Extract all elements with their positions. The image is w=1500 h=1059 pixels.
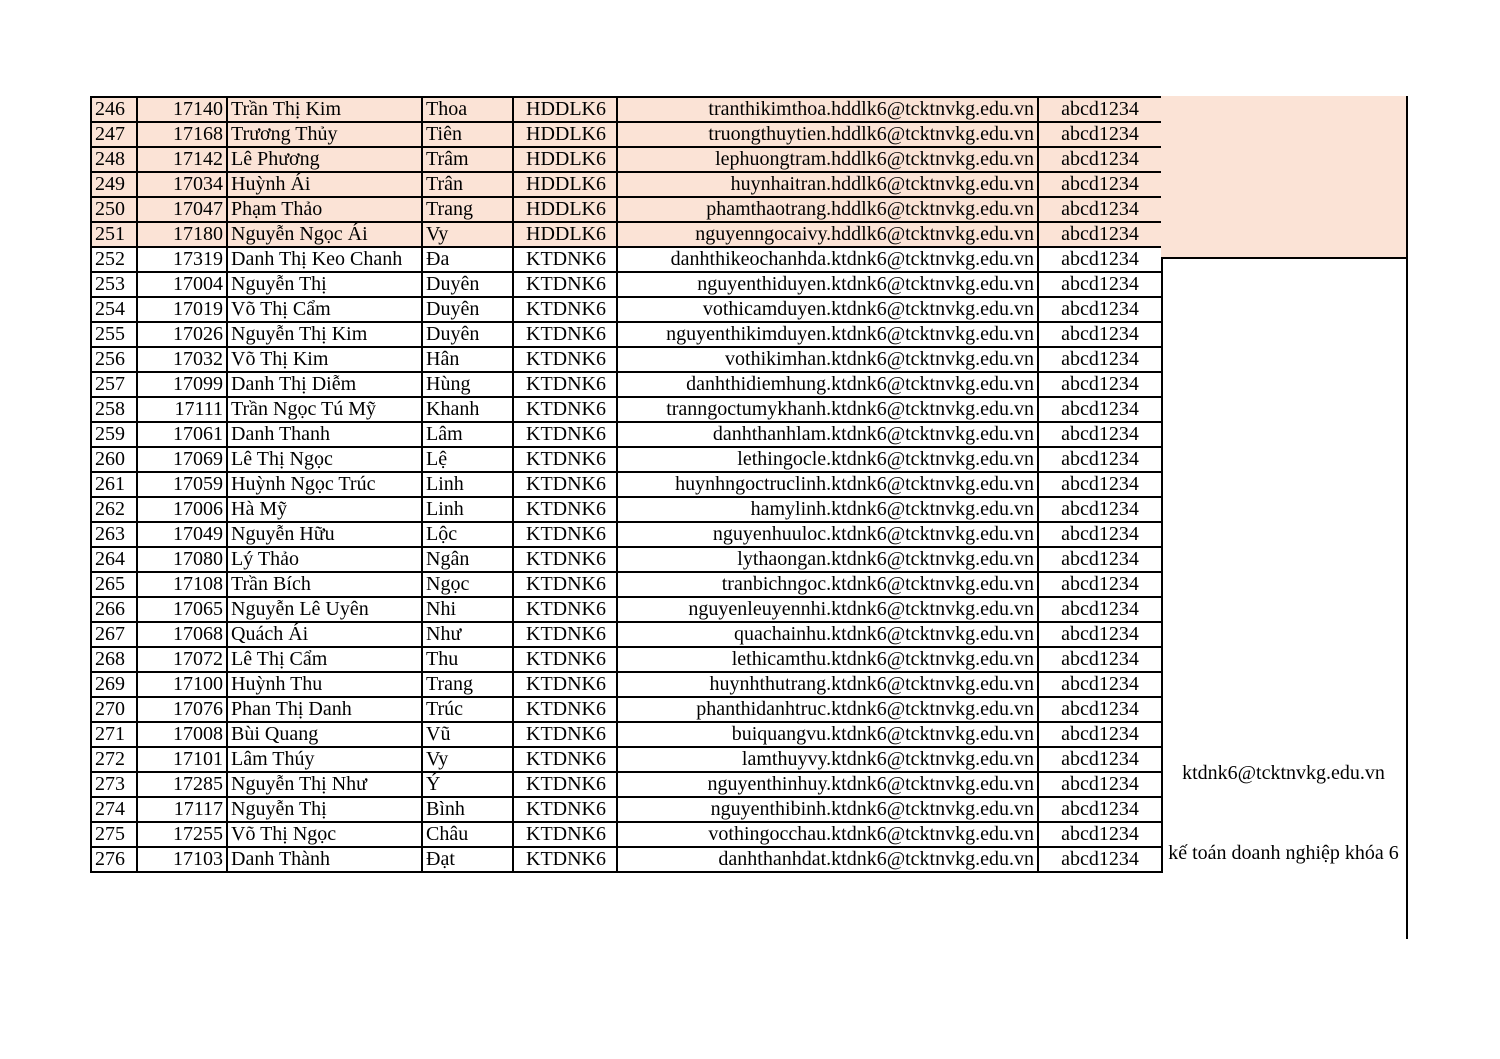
last-name: Lê Phương [227, 147, 422, 172]
student-code: 17103 [137, 847, 227, 872]
password: abcd1234 [1038, 822, 1162, 847]
last-name: Trần Bích [227, 572, 422, 597]
table-row [91, 572, 1162, 597]
last-name: Võ Thị Cẩm [227, 297, 422, 322]
first-name: Châu [422, 822, 513, 847]
row-number: 276 [91, 847, 137, 872]
student-table [90, 96, 1163, 873]
row-number: 272 [91, 747, 137, 772]
password: abcd1234 [1038, 797, 1162, 822]
first-name: Ngọc [422, 572, 513, 597]
table-row [91, 222, 1162, 247]
class-code: KTDNK6 [513, 722, 617, 747]
last-name: Quách Ái [227, 622, 422, 647]
student-code: 17168 [137, 122, 227, 147]
last-name: Lê Thị Ngọc [227, 447, 422, 472]
first-name: Trúc [422, 697, 513, 722]
class-code: HDDLK6 [513, 172, 617, 197]
last-name: Lâm Thúy [227, 747, 422, 772]
last-name: Trương Thủy [227, 122, 422, 147]
student-code: 17006 [137, 497, 227, 522]
student-email: quachainhu.ktdnk6@tcktnvkg.edu.vn [617, 622, 1038, 647]
last-name: Bùi Quang [227, 722, 422, 747]
student-email: vothicamduyen.ktdnk6@tcktnvkg.edu.vn [617, 297, 1038, 322]
password: abcd1234 [1038, 572, 1162, 597]
last-name: Phạm Thảo [227, 197, 422, 222]
first-name: Linh [422, 472, 513, 497]
first-name: Lâm [422, 422, 513, 447]
last-name: Nguyễn Ngọc Ái [227, 222, 422, 247]
last-name: Trần Ngọc Tú Mỹ [227, 397, 422, 422]
row-number: 249 [91, 172, 137, 197]
class-code: KTDNK6 [513, 797, 617, 822]
student-email: nguyenleuyennhi.ktdnk6@tcktnvkg.edu.vn [617, 597, 1038, 622]
password: abcd1234 [1038, 747, 1162, 772]
class-code: HDDLK6 [513, 147, 617, 172]
row-number: 268 [91, 647, 137, 672]
student-code: 17004 [137, 272, 227, 297]
class-code: KTDNK6 [513, 397, 617, 422]
ktdnk6-group-cell [1161, 259, 1408, 939]
table-row [91, 597, 1162, 622]
password: abcd1234 [1038, 222, 1162, 247]
last-name: Trần Thị Kim [227, 97, 422, 122]
table-row [91, 122, 1162, 147]
last-name: Nguyễn Thị [227, 272, 422, 297]
class-code: KTDNK6 [513, 772, 617, 797]
student-email: nguyenhuuloc.ktdnk6@tcktnvkg.edu.vn [617, 522, 1038, 547]
student-code: 17076 [137, 697, 227, 722]
last-name: Nguyễn Thị Như [227, 772, 422, 797]
row-number: 274 [91, 797, 137, 822]
table-row [91, 822, 1162, 847]
row-number: 257 [91, 372, 137, 397]
class-code: KTDNK6 [513, 647, 617, 672]
student-code: 17100 [137, 672, 227, 697]
student-email: phanthidanhtruc.ktdnk6@tcktnvkg.edu.vn [617, 697, 1038, 722]
student-code: 17140 [137, 97, 227, 122]
student-code: 17117 [137, 797, 227, 822]
row-number: 255 [91, 322, 137, 347]
first-name: Duyên [422, 297, 513, 322]
password: abcd1234 [1038, 122, 1162, 147]
row-number: 254 [91, 297, 137, 322]
student-email: huynhaitran.hddlk6@tcktnvkg.edu.vn [617, 172, 1038, 197]
last-name: Lê Thị Cẩm [227, 647, 422, 672]
last-name: Huỳnh Ái [227, 172, 422, 197]
row-number: 260 [91, 447, 137, 472]
last-name: Phan Thị Danh [227, 697, 422, 722]
first-name: Thoa [422, 97, 513, 122]
class-code: KTDNK6 [513, 847, 617, 872]
table-row [91, 322, 1162, 347]
student-code: 17068 [137, 622, 227, 647]
class-code: HDDLK6 [513, 222, 617, 247]
last-name: Danh Thị Keo Chanh [227, 247, 422, 272]
row-number: 269 [91, 672, 137, 697]
first-name: Đa [422, 247, 513, 272]
student-table-body [91, 97, 1162, 872]
row-number: 253 [91, 272, 137, 297]
first-name: Thu [422, 647, 513, 672]
table-row [91, 647, 1162, 672]
row-number: 262 [91, 497, 137, 522]
first-name: Như [422, 622, 513, 647]
first-name: Nhi [422, 597, 513, 622]
student-code: 17061 [137, 422, 227, 447]
student-code: 17080 [137, 547, 227, 572]
student-email: buiquangvu.ktdnk6@tcktnvkg.edu.vn [617, 722, 1038, 747]
student-code: 17255 [137, 822, 227, 847]
class-code: KTDNK6 [513, 472, 617, 497]
student-email: vothingocchau.ktdnk6@tcktnvkg.edu.vn [617, 822, 1038, 847]
first-name: Khanh [422, 397, 513, 422]
row-number: 263 [91, 522, 137, 547]
student-code: 17142 [137, 147, 227, 172]
password: abcd1234 [1038, 597, 1162, 622]
last-name: Võ Thị Kim [227, 347, 422, 372]
student-email: nguyenngocaivy.hddlk6@tcktnvkg.edu.vn [617, 222, 1038, 247]
student-email: danhthidiemhung.ktdnk6@tcktnvkg.edu.vn [617, 372, 1038, 397]
password: abcd1234 [1038, 622, 1162, 647]
class-code: KTDNK6 [513, 247, 617, 272]
password: abcd1234 [1038, 672, 1162, 697]
row-number: 267 [91, 622, 137, 647]
first-name: Ngân [422, 547, 513, 572]
password: abcd1234 [1038, 697, 1162, 722]
first-name: Duyên [422, 272, 513, 297]
class-code: KTDNK6 [513, 672, 617, 697]
student-email: tranngoctumykhanh.ktdnk6@tcktnvkg.edu.vn [617, 397, 1038, 422]
student-code: 17049 [137, 522, 227, 547]
student-email: lamthuyvy.ktdnk6@tcktnvkg.edu.vn [617, 747, 1038, 772]
last-name: Nguyễn Lê Uyên [227, 597, 422, 622]
student-email: vothikimhan.ktdnk6@tcktnvkg.edu.vn [617, 347, 1038, 372]
password: abcd1234 [1038, 372, 1162, 397]
student-code: 17072 [137, 647, 227, 672]
class-code: KTDNK6 [513, 547, 617, 572]
table-row [91, 472, 1162, 497]
class-code: HDDLK6 [513, 97, 617, 122]
class-code: KTDNK6 [513, 322, 617, 347]
table-row [91, 797, 1162, 822]
first-name: Bình [422, 797, 513, 822]
table-row [91, 172, 1162, 197]
first-name: Linh [422, 497, 513, 522]
student-code: 17069 [137, 447, 227, 472]
class-code: KTDNK6 [513, 297, 617, 322]
class-code: KTDNK6 [513, 372, 617, 397]
student-email: nguyenthikimduyen.ktdnk6@tcktnvkg.edu.vn [617, 322, 1038, 347]
student-code: 17180 [137, 222, 227, 247]
last-name: Danh Thị Diễm [227, 372, 422, 397]
table-row [91, 772, 1162, 797]
class-code: KTDNK6 [513, 522, 617, 547]
student-code: 17032 [137, 347, 227, 372]
class-code: KTDNK6 [513, 497, 617, 522]
row-number: 256 [91, 347, 137, 372]
class-code: KTDNK6 [513, 697, 617, 722]
table-row [91, 497, 1162, 522]
password: abcd1234 [1038, 647, 1162, 672]
group-email: ktdnk6@tcktnvkg.edu.vn [1182, 762, 1385, 784]
table-row [91, 747, 1162, 772]
last-name: Võ Thị Ngọc [227, 822, 422, 847]
student-code: 17099 [137, 372, 227, 397]
class-code: HDDLK6 [513, 122, 617, 147]
table-row [91, 722, 1162, 747]
student-code: 17008 [137, 722, 227, 747]
first-name: Hân [422, 347, 513, 372]
student-email: danhthanhlam.ktdnk6@tcktnvkg.edu.vn [617, 422, 1038, 447]
row-number: 252 [91, 247, 137, 272]
table-row [91, 422, 1162, 447]
first-name: Trang [422, 197, 513, 222]
class-code: KTDNK6 [513, 447, 617, 472]
first-name: Trân [422, 172, 513, 197]
first-name: Tiên [422, 122, 513, 147]
student-code: 17065 [137, 597, 227, 622]
first-name: Trâm [422, 147, 513, 172]
table-row [91, 147, 1162, 172]
last-name: Nguyễn Hữu [227, 522, 422, 547]
class-code: HDDLK6 [513, 197, 617, 222]
password: abcd1234 [1038, 772, 1162, 797]
first-name: Vũ [422, 722, 513, 747]
first-name: Lệ [422, 447, 513, 472]
table-row [91, 297, 1162, 322]
table-row [91, 672, 1162, 697]
table-row [91, 247, 1162, 272]
row-number: 247 [91, 122, 137, 147]
class-code: KTDNK6 [513, 422, 617, 447]
password: abcd1234 [1038, 247, 1162, 272]
table-row [91, 97, 1162, 122]
last-name: Huỳnh Ngọc Trúc [227, 472, 422, 497]
password: abcd1234 [1038, 447, 1162, 472]
password: abcd1234 [1038, 547, 1162, 572]
class-code: KTDNK6 [513, 622, 617, 647]
first-name: Duyên [422, 322, 513, 347]
row-number: 259 [91, 422, 137, 447]
first-name: Vy [422, 222, 513, 247]
class-code: KTDNK6 [513, 272, 617, 297]
table-row [91, 847, 1162, 872]
password: abcd1234 [1038, 172, 1162, 197]
student-email: danhthikeochanhda.ktdnk6@tcktnvkg.edu.vn [617, 247, 1038, 272]
row-number: 246 [91, 97, 137, 122]
student-code: 17111 [137, 397, 227, 422]
password: abcd1234 [1038, 347, 1162, 372]
student-email: danhthanhdat.ktdnk6@tcktnvkg.edu.vn [617, 847, 1038, 872]
group-name: kế toán doanh nghiệp khóa 6 [1168, 842, 1399, 864]
table-row [91, 347, 1162, 372]
password: abcd1234 [1038, 297, 1162, 322]
password: abcd1234 [1038, 147, 1162, 172]
student-code: 17026 [137, 322, 227, 347]
row-number: 261 [91, 472, 137, 497]
table-row [91, 697, 1162, 722]
password: abcd1234 [1038, 397, 1162, 422]
last-name: Huỳnh Thu [227, 672, 422, 697]
class-code: KTDNK6 [513, 347, 617, 372]
password: abcd1234 [1038, 847, 1162, 872]
class-code: KTDNK6 [513, 572, 617, 597]
class-code: KTDNK6 [513, 597, 617, 622]
student-email: huynhthutrang.ktdnk6@tcktnvkg.edu.vn [617, 672, 1038, 697]
table-row [91, 447, 1162, 472]
student-email: hamylinh.ktdnk6@tcktnvkg.edu.vn [617, 497, 1038, 522]
password: abcd1234 [1038, 422, 1162, 447]
last-name: Danh Thanh [227, 422, 422, 447]
table-row [91, 372, 1162, 397]
password: abcd1234 [1038, 97, 1162, 122]
student-email: nguyenthinhuy.ktdnk6@tcktnvkg.edu.vn [617, 772, 1038, 797]
student-email: lephuongtram.hddlk6@tcktnvkg.edu.vn [617, 147, 1038, 172]
table-row [91, 622, 1162, 647]
first-name: Lộc [422, 522, 513, 547]
row-number: 273 [91, 772, 137, 797]
row-number: 264 [91, 547, 137, 572]
student-email: phamthaotrang.hddlk6@tcktnvkg.edu.vn [617, 197, 1038, 222]
student-code: 17047 [137, 197, 227, 222]
password: abcd1234 [1038, 272, 1162, 297]
student-code: 17108 [137, 572, 227, 597]
row-number: 251 [91, 222, 137, 247]
row-number: 270 [91, 697, 137, 722]
student-code: 17059 [137, 472, 227, 497]
row-number: 248 [91, 147, 137, 172]
student-code: 17285 [137, 772, 227, 797]
student-email: tranthikimthoa.hddlk6@tcktnvkg.edu.vn [617, 97, 1038, 122]
student-code: 17034 [137, 172, 227, 197]
student-email: lythaongan.ktdnk6@tcktnvkg.edu.vn [617, 547, 1038, 572]
student-email: huynhngoctruclinh.ktdnk6@tcktnvkg.edu.vn [617, 472, 1038, 497]
student-email: truongthuytien.hddlk6@tcktnvkg.edu.vn [617, 122, 1038, 147]
hddlk6-group-cell [1161, 96, 1408, 259]
student-code: 17019 [137, 297, 227, 322]
row-number: 271 [91, 722, 137, 747]
last-name: Nguyễn Thị Kim [227, 322, 422, 347]
table-row [91, 522, 1162, 547]
password: abcd1234 [1038, 497, 1162, 522]
student-email: nguyenthibinh.ktdnk6@tcktnvkg.edu.vn [617, 797, 1038, 822]
row-number: 275 [91, 822, 137, 847]
password: abcd1234 [1038, 472, 1162, 497]
row-number: 265 [91, 572, 137, 597]
row-number: 250 [91, 197, 137, 222]
table-row [91, 547, 1162, 572]
class-code: KTDNK6 [513, 822, 617, 847]
student-email: tranbichngoc.ktdnk6@tcktnvkg.edu.vn [617, 572, 1038, 597]
last-name: Lý Thảo [227, 547, 422, 572]
table-row [91, 197, 1162, 222]
row-number: 258 [91, 397, 137, 422]
table-row [91, 272, 1162, 297]
student-email: nguyenthiduyen.ktdnk6@tcktnvkg.edu.vn [617, 272, 1038, 297]
password: abcd1234 [1038, 322, 1162, 347]
last-name: Danh Thành [227, 847, 422, 872]
student-code: 17319 [137, 247, 227, 272]
first-name: Ý [422, 772, 513, 797]
class-code: KTDNK6 [513, 747, 617, 772]
student-email: lethicamthu.ktdnk6@tcktnvkg.edu.vn [617, 647, 1038, 672]
row-number: 266 [91, 597, 137, 622]
last-name: Nguyễn Thị [227, 797, 422, 822]
first-name: Vy [422, 747, 513, 772]
student-code: 17101 [137, 747, 227, 772]
password: abcd1234 [1038, 197, 1162, 222]
student-email: lethingocle.ktdnk6@tcktnvkg.edu.vn [617, 447, 1038, 472]
password: abcd1234 [1038, 522, 1162, 547]
first-name: Hùng [422, 372, 513, 397]
last-name: Hà Mỹ [227, 497, 422, 522]
table-row [91, 397, 1162, 422]
password: abcd1234 [1038, 722, 1162, 747]
first-name: Trang [422, 672, 513, 697]
first-name: Đạt [422, 847, 513, 872]
